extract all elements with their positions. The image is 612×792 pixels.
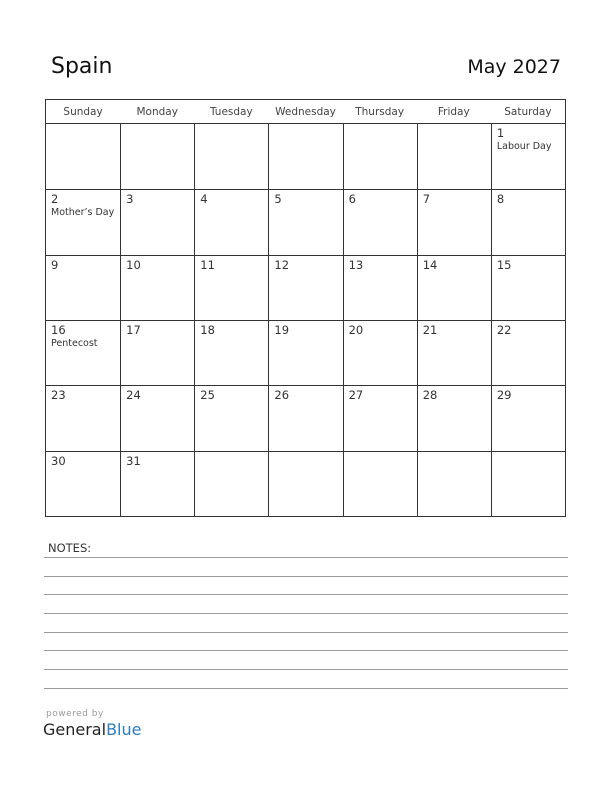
note-line: [44, 650, 568, 651]
day-cell: [46, 451, 120, 516]
day-number: 30: [51, 453, 66, 468]
day-number: 27: [348, 388, 364, 403]
day-cell: [120, 255, 194, 320]
day-cell: [417, 255, 491, 320]
weekday-header: Wednesday: [268, 100, 342, 124]
day-number: 17: [126, 323, 141, 337]
notes-label: NOTES:: [48, 541, 92, 555]
brand-blue: Blue: [106, 720, 142, 739]
day-cell: [120, 124, 194, 189]
day-cell: [194, 385, 268, 450]
brand-general: General: [43, 720, 107, 739]
month-year-title: May 2027: [467, 56, 561, 78]
day-cell: [46, 320, 120, 385]
day-number: 8: [496, 192, 505, 207]
day-cell: [194, 124, 268, 189]
day-number: 13: [348, 257, 364, 272]
day-cell: [120, 320, 194, 385]
day-cell: [194, 189, 268, 254]
day-cell: [46, 189, 120, 254]
day-number: 19: [274, 323, 290, 337]
holiday-label: Labour Day: [496, 141, 552, 152]
note-line: [44, 688, 568, 689]
day-cell: [268, 320, 342, 385]
day-cell: [491, 255, 565, 320]
day-number: 4: [200, 192, 208, 207]
day-number: 22: [496, 323, 512, 337]
day-cell: [417, 451, 491, 516]
day-cell: [343, 451, 417, 516]
day-cell: [120, 451, 194, 516]
weekday-header: Sunday: [46, 100, 120, 124]
day-cell: [268, 385, 342, 450]
note-line: [44, 557, 568, 558]
note-line: [44, 613, 568, 614]
day-cell: [46, 255, 120, 320]
day-cell: [343, 320, 417, 385]
day-number: 18: [200, 323, 215, 337]
weekday-header: Saturday: [491, 100, 565, 124]
day-cell: [120, 189, 194, 254]
day-cell: [343, 385, 417, 450]
weekday-header: Tuesday: [194, 100, 268, 124]
day-number: 23: [51, 388, 66, 403]
day-cell: [268, 451, 342, 516]
day-cell: [268, 124, 342, 189]
day-cell: [491, 385, 565, 450]
brand-logo[interactable]: [43, 720, 141, 739]
day-cell: [417, 189, 491, 254]
day-number: 9: [51, 257, 59, 272]
day-cell: [491, 451, 565, 516]
day-number: 1: [496, 126, 505, 140]
weekday-header: Friday: [417, 100, 491, 124]
day-cell: [343, 189, 417, 254]
day-number: 3: [126, 192, 134, 207]
note-line: [44, 669, 568, 670]
day-cell: [120, 385, 194, 450]
note-line: [44, 576, 568, 577]
weekday-header: Monday: [120, 100, 194, 124]
day-cell: [343, 124, 417, 189]
day-cell: [343, 255, 417, 320]
day-number: 11: [200, 257, 215, 272]
day-number: 31: [126, 453, 141, 468]
day-cell: [268, 255, 342, 320]
day-number: 26: [274, 388, 290, 403]
day-cell: [194, 320, 268, 385]
day-cell: [417, 124, 491, 189]
day-number: 7: [422, 192, 431, 207]
day-number: 5: [274, 192, 282, 207]
day-number: 15: [496, 257, 512, 272]
powered-by-text: powered by: [46, 709, 104, 719]
day-number: 2: [51, 192, 59, 207]
day-number: 20: [348, 323, 364, 337]
day-number: 14: [422, 257, 438, 272]
day-number: 21: [422, 323, 438, 337]
holiday-label: Mother’s Day: [51, 207, 115, 219]
day-cell: [194, 255, 268, 320]
holiday-label: Pentecost: [51, 338, 98, 349]
day-cell: [46, 385, 120, 450]
day-cell: [46, 124, 120, 189]
day-cell: [194, 451, 268, 516]
weekday-header: Thursday: [343, 100, 417, 124]
day-number: 16: [51, 323, 66, 337]
day-number: 28: [422, 388, 438, 403]
calendar-grid: [45, 99, 566, 517]
day-number: 24: [126, 388, 141, 403]
day-number: 29: [496, 388, 512, 403]
note-line: [44, 632, 568, 633]
day-cell: [417, 320, 491, 385]
day-cell: [491, 189, 565, 254]
day-cell: [491, 124, 565, 189]
country-title: Spain: [51, 54, 113, 79]
note-line: [44, 594, 568, 595]
day-number: 6: [348, 192, 356, 207]
day-cell: [268, 189, 342, 254]
day-number: 12: [274, 257, 290, 272]
day-number: 25: [200, 388, 215, 403]
day-cell: [491, 320, 565, 385]
day-number: 10: [126, 257, 141, 272]
day-cell: [417, 385, 491, 450]
